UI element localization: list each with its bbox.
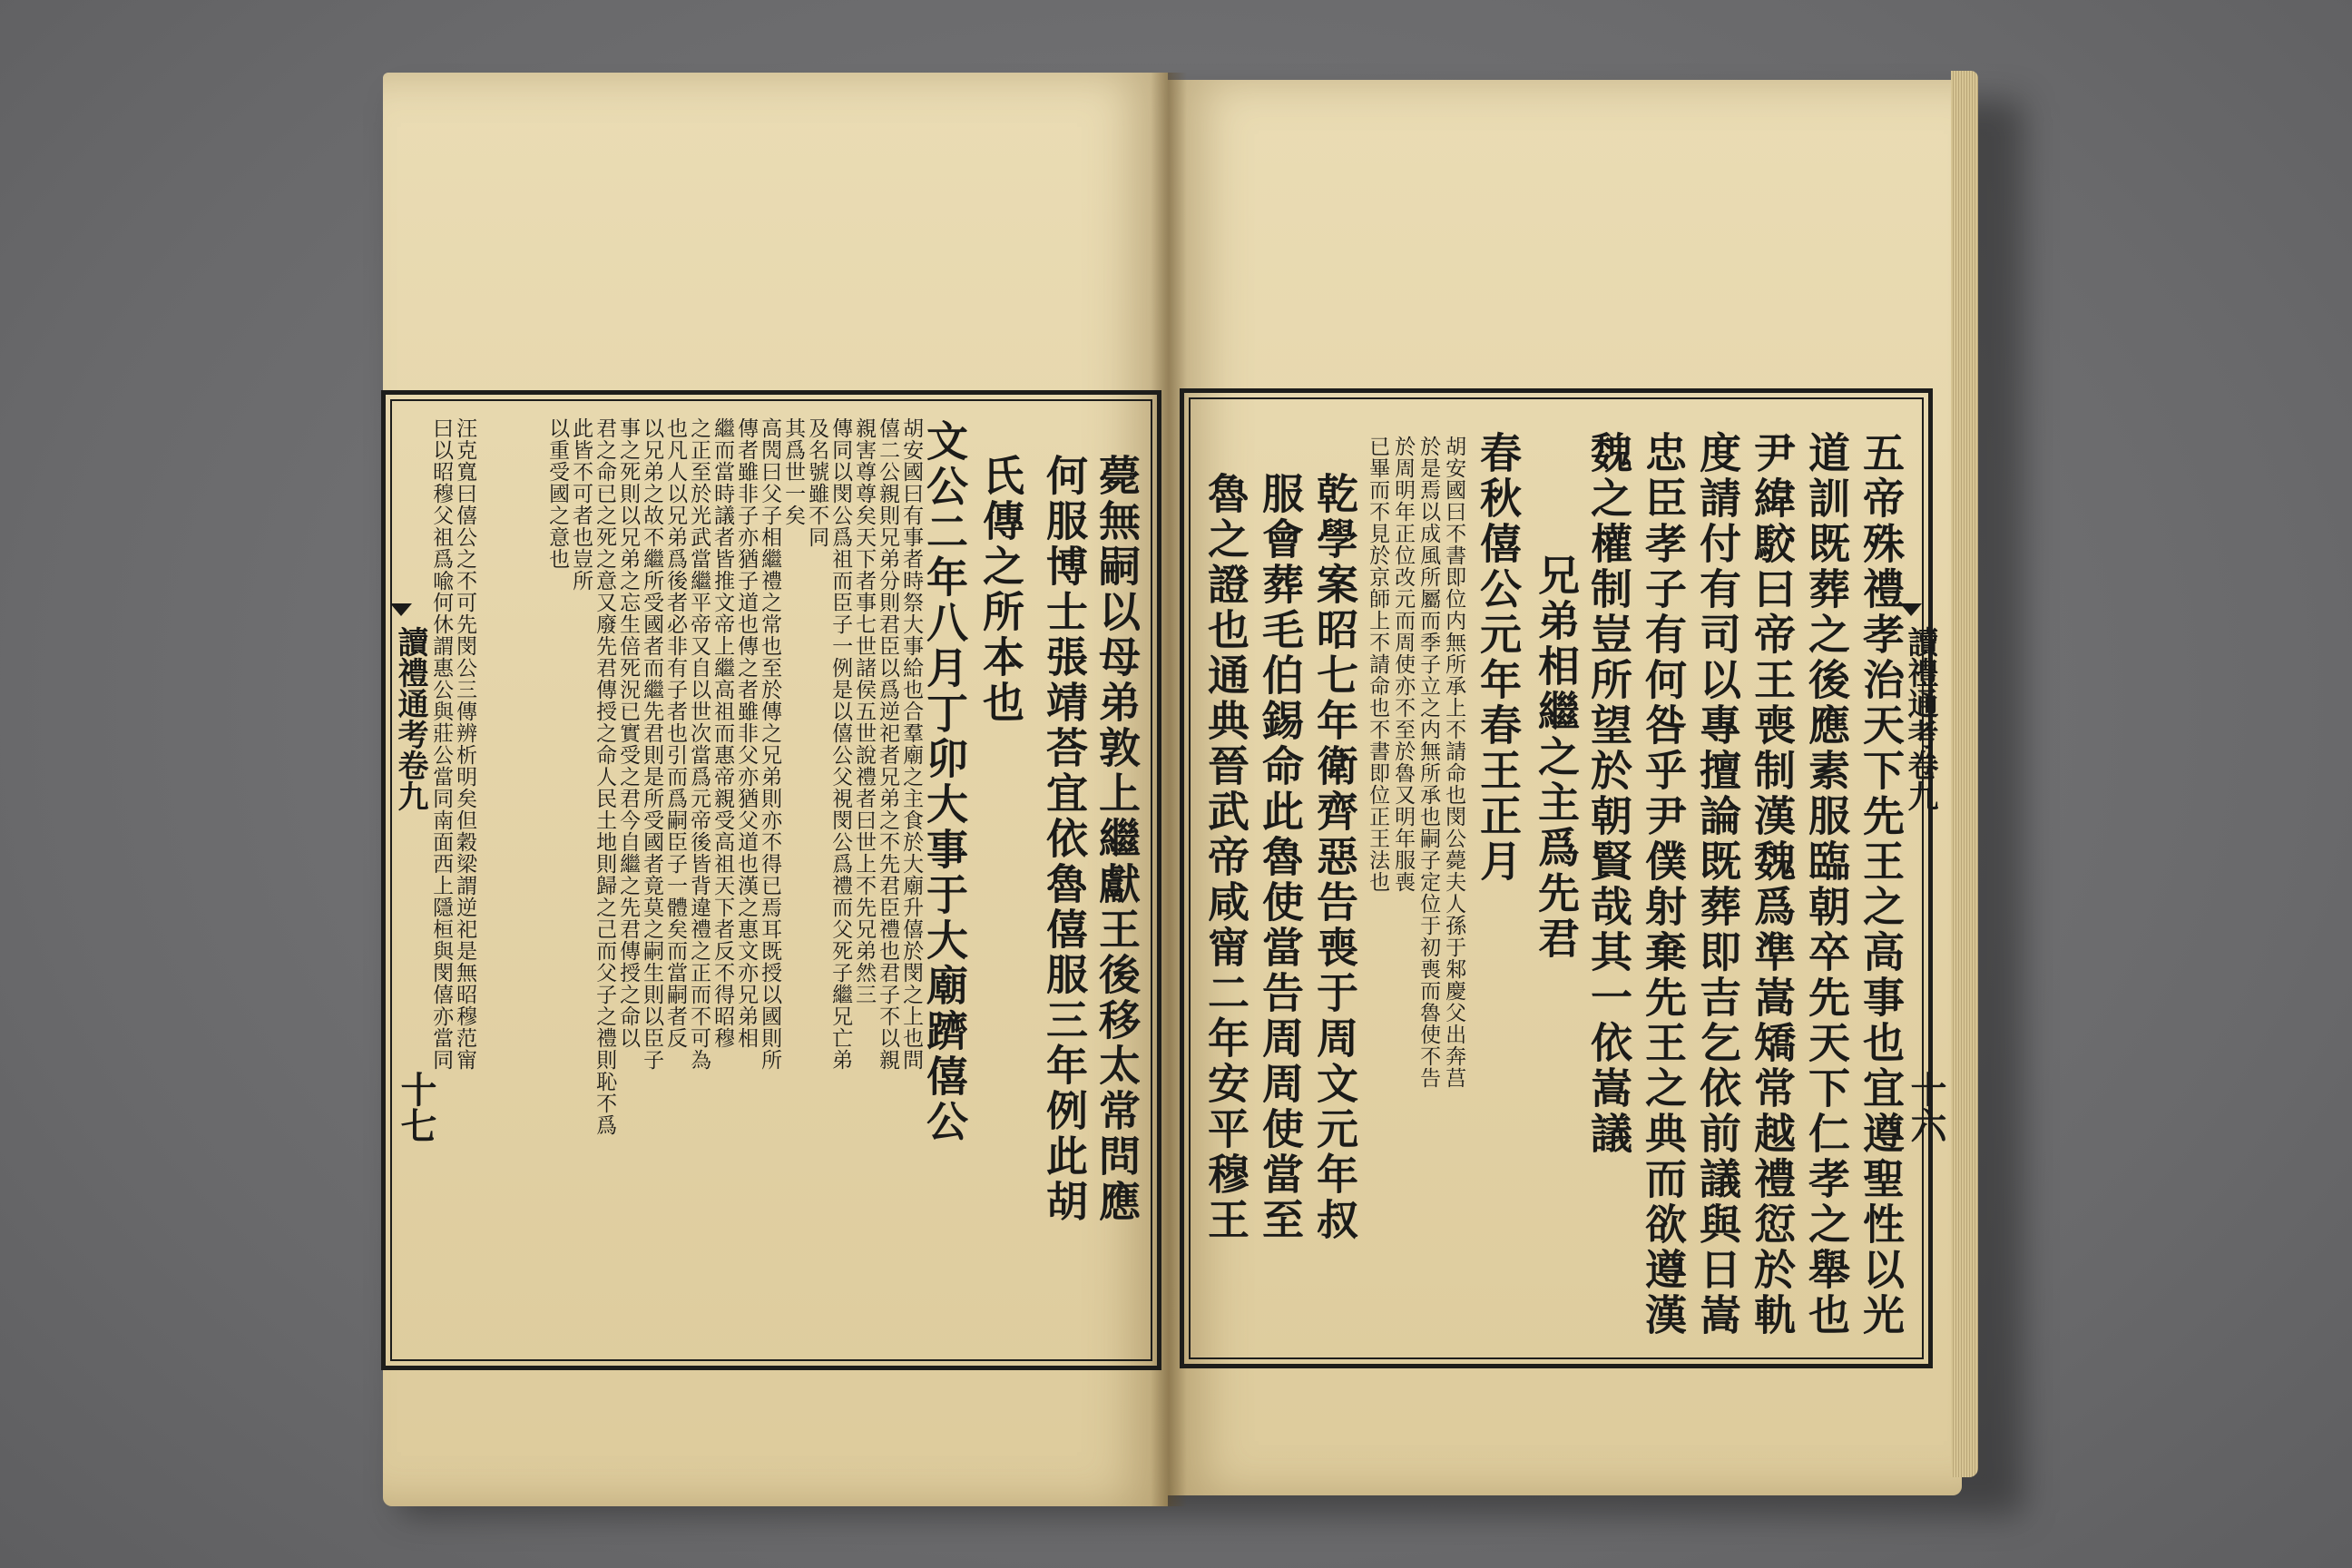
- left-large-column-1: 文公二年八月丁卯大事于大廟躋僖公: [920, 419, 969, 1145]
- left-small-column: 高閌曰父子相繼禮之常也至於傳之兄弟則亦不得已焉耳既授以國則所: [758, 417, 782, 1071]
- right-page-fish-tail-label: 讀禮通考卷九: [1902, 626, 1938, 811]
- right-large-column-3: 尹緯駮曰帝王喪制漢魏爲準嵩矯常越禮愆於軌: [1748, 431, 1797, 1338]
- left-small-column: 也凡人以兄弟爲後者必非有子者也引而爲嗣臣子一體矣而當嗣者反: [663, 417, 688, 1049]
- left-small-column: 僖二公親則兄弟分則君臣以爲逆祀者兄弟之不先君臣禮也君子不以親: [876, 417, 900, 1071]
- right-small-column: 於周明年正位改元而周使亦不至於魯又明年服喪: [1391, 436, 1416, 893]
- right-large-column-4: 度請付有司以專擅論既葬即吉乞依前議與日嵩: [1693, 431, 1742, 1338]
- left-small-column: 繼而當時議者皆推文帝上繼高祖而惠帝親受高祖天下者反不得昭穆: [710, 417, 735, 1049]
- right-large-column-2: 道訓既葬之後應素服臨朝卒先天下仁孝之舉也: [1802, 431, 1851, 1338]
- right-small-column: 已畢而不見於京師上不請命也不書即位正王法也: [1366, 436, 1390, 893]
- left-small-column: 以兄弟之故不繼所受國者而繼先君則是所受國者竟莫之嗣生則以臣子: [640, 417, 664, 1071]
- left-small-column: 其爲世一矣: [781, 417, 806, 526]
- left-large-column-2: 氏傳之所本也: [976, 454, 1025, 726]
- right-small-column: 於是焉以成風所屬而季子立之内無所承也嗣子定位于初喪而魯使不告: [1416, 436, 1441, 1089]
- left-large-column-3: 何服博士張靖荅宜依魯僖服三年例此胡: [1040, 454, 1089, 1225]
- page-edges: [1951, 71, 1978, 1477]
- left-small-column: 以重受國之意也: [545, 417, 570, 570]
- right-large-column-8: 春秋僖公元年春王正月: [1474, 431, 1523, 885]
- left-small-column: 此皆不可者也豈所: [569, 417, 593, 592]
- left-page-fish-tail-label: 讀禮通考卷九: [392, 626, 428, 811]
- right-large-column-11: 魯之證也通典晉武帝咸甯二年安平穆王: [1201, 472, 1250, 1243]
- left-page-number: 十七: [395, 1071, 437, 1143]
- right-large-column-7: 兄弟相繼之主爲先君: [1532, 554, 1581, 962]
- fish-tail-marker-icon: [390, 603, 412, 625]
- left-small-column: 曰以昭穆父祖爲喩何休謂惠公與莊公當同南面西上隱桓與閔僖亦當同: [429, 417, 454, 1071]
- left-small-column: 事之死則以兄弟之忘生倍死況已實受之君今自繼之先君傳授之命以: [616, 417, 641, 1049]
- right-small-column: 胡安國曰不書即位内無所承上不請命也閔公薨夫人孫于邾慶父出奔莒: [1442, 436, 1466, 1089]
- left-small-column: 傳者雖非子亦猶子道也傳之者雖非父亦猶父道也漢之惠文亦兄弟相: [734, 417, 759, 1049]
- right-large-column-5: 忠臣孝子有何咎乎尹僕射棄先王之典而欲遵漢: [1639, 431, 1688, 1338]
- left-small-column: 親害尊尊矣天下者事七世諸侯五世說禮者曰世上不先兄弟然三: [852, 417, 877, 1005]
- left-small-column: 傳同以閔公爲祖而臣子一例是以僖公父視閔公爲禮而父死子繼兄亡弟: [828, 417, 853, 1071]
- right-large-column-10: 服會葬毛伯錫命此魯使當告周周使當至: [1256, 472, 1305, 1243]
- left-small-column: 及名號雖不同: [805, 417, 829, 548]
- right-large-column-6: 魏之權制豈所望於朝賢哉其一依嵩議: [1584, 431, 1633, 1157]
- right-large-column-9: 乾學案昭七年衛齊惡告喪于周文元年叔: [1310, 472, 1359, 1243]
- right-page-number: 十六: [1905, 1071, 1947, 1143]
- left-large-column-4: 薨無嗣以母弟敦上繼獻王後移太常問應: [1093, 454, 1142, 1225]
- left-small-column: 君之命已之死之意又廢先君傳授之命人民土地則歸之己而父子之禮則恥不爲: [593, 417, 617, 1136]
- left-small-column: 之正至於光武當繼平帝又自以世次當爲元帝後皆背違禮之正而不可為: [687, 417, 711, 1071]
- left-small-column: 胡安國曰有事者時祭大事給也合羣廟之主食於大廟升僖於閔之上也問: [899, 417, 924, 1071]
- right-large-column-1: 五帝殊禮孝治天下先王之高事也宜遵聖性以光: [1857, 431, 1906, 1338]
- left-small-column: 汪克寬曰僖公之不可先閔公三傳辨析明矣但穀梁謂逆祀是無昭穆范甯: [453, 417, 477, 1071]
